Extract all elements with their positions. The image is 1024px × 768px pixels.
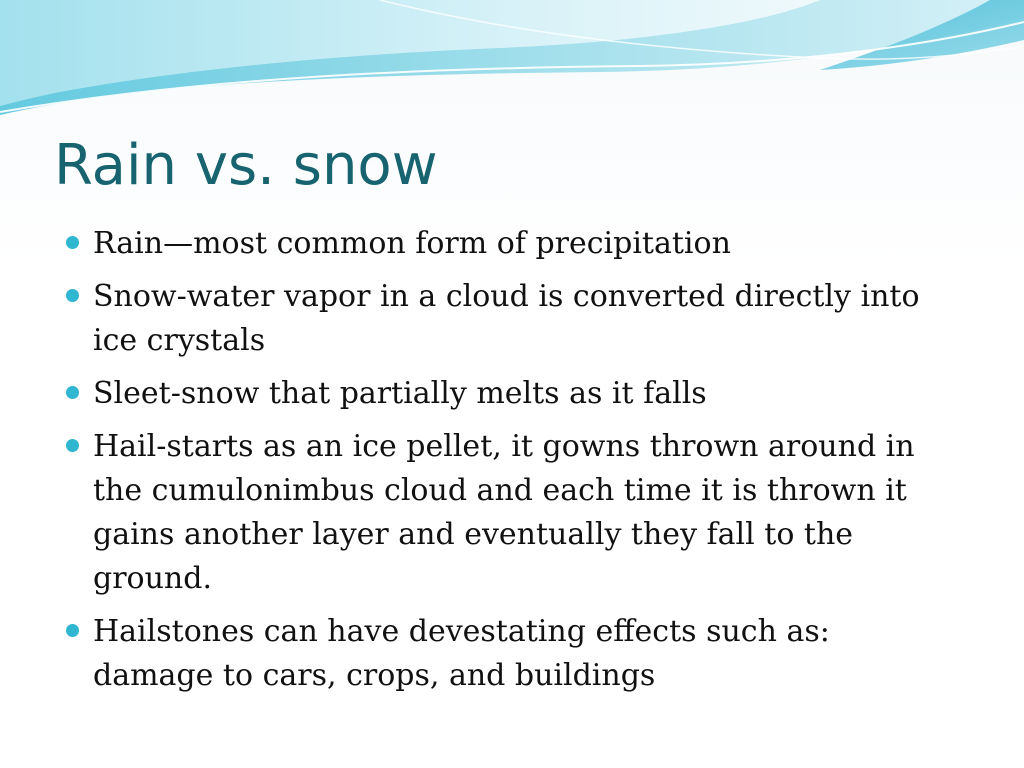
bullet-item bbox=[66, 425, 956, 601]
bullet-item bbox=[66, 275, 956, 363]
bullet-marker-icon bbox=[66, 289, 79, 302]
bullet-text: Hail-starts as an ice pellet, it gowns thrown around in the cumulonimbus cloud and each time it is thrown it gains another layer and eventually they fall to the ground. bbox=[93, 429, 915, 596]
bullet-marker-icon bbox=[66, 236, 79, 249]
bullet-text: Sleet-snow that partially melts as it falls bbox=[93, 376, 707, 411]
bullet-list bbox=[66, 222, 956, 707]
bullet-text: Snow-water vapor in a cloud is converted directly into ice crystals bbox=[93, 279, 920, 358]
bullet-item bbox=[66, 222, 956, 266]
bullet-text: Hailstones can have devestating effects such as: damage to cars, crops, and buildings bbox=[93, 614, 830, 693]
bullet-text: Rain—most common form of precipitation bbox=[93, 226, 731, 261]
bullet-marker-icon bbox=[66, 624, 79, 637]
bullet-marker-icon bbox=[66, 386, 79, 399]
bullet-item bbox=[66, 372, 956, 416]
bullet-marker-icon bbox=[66, 439, 79, 452]
slide-title: Rain vs. snow bbox=[54, 133, 438, 198]
wave-header-decoration bbox=[0, 0, 1024, 130]
bullet-item bbox=[66, 610, 956, 698]
